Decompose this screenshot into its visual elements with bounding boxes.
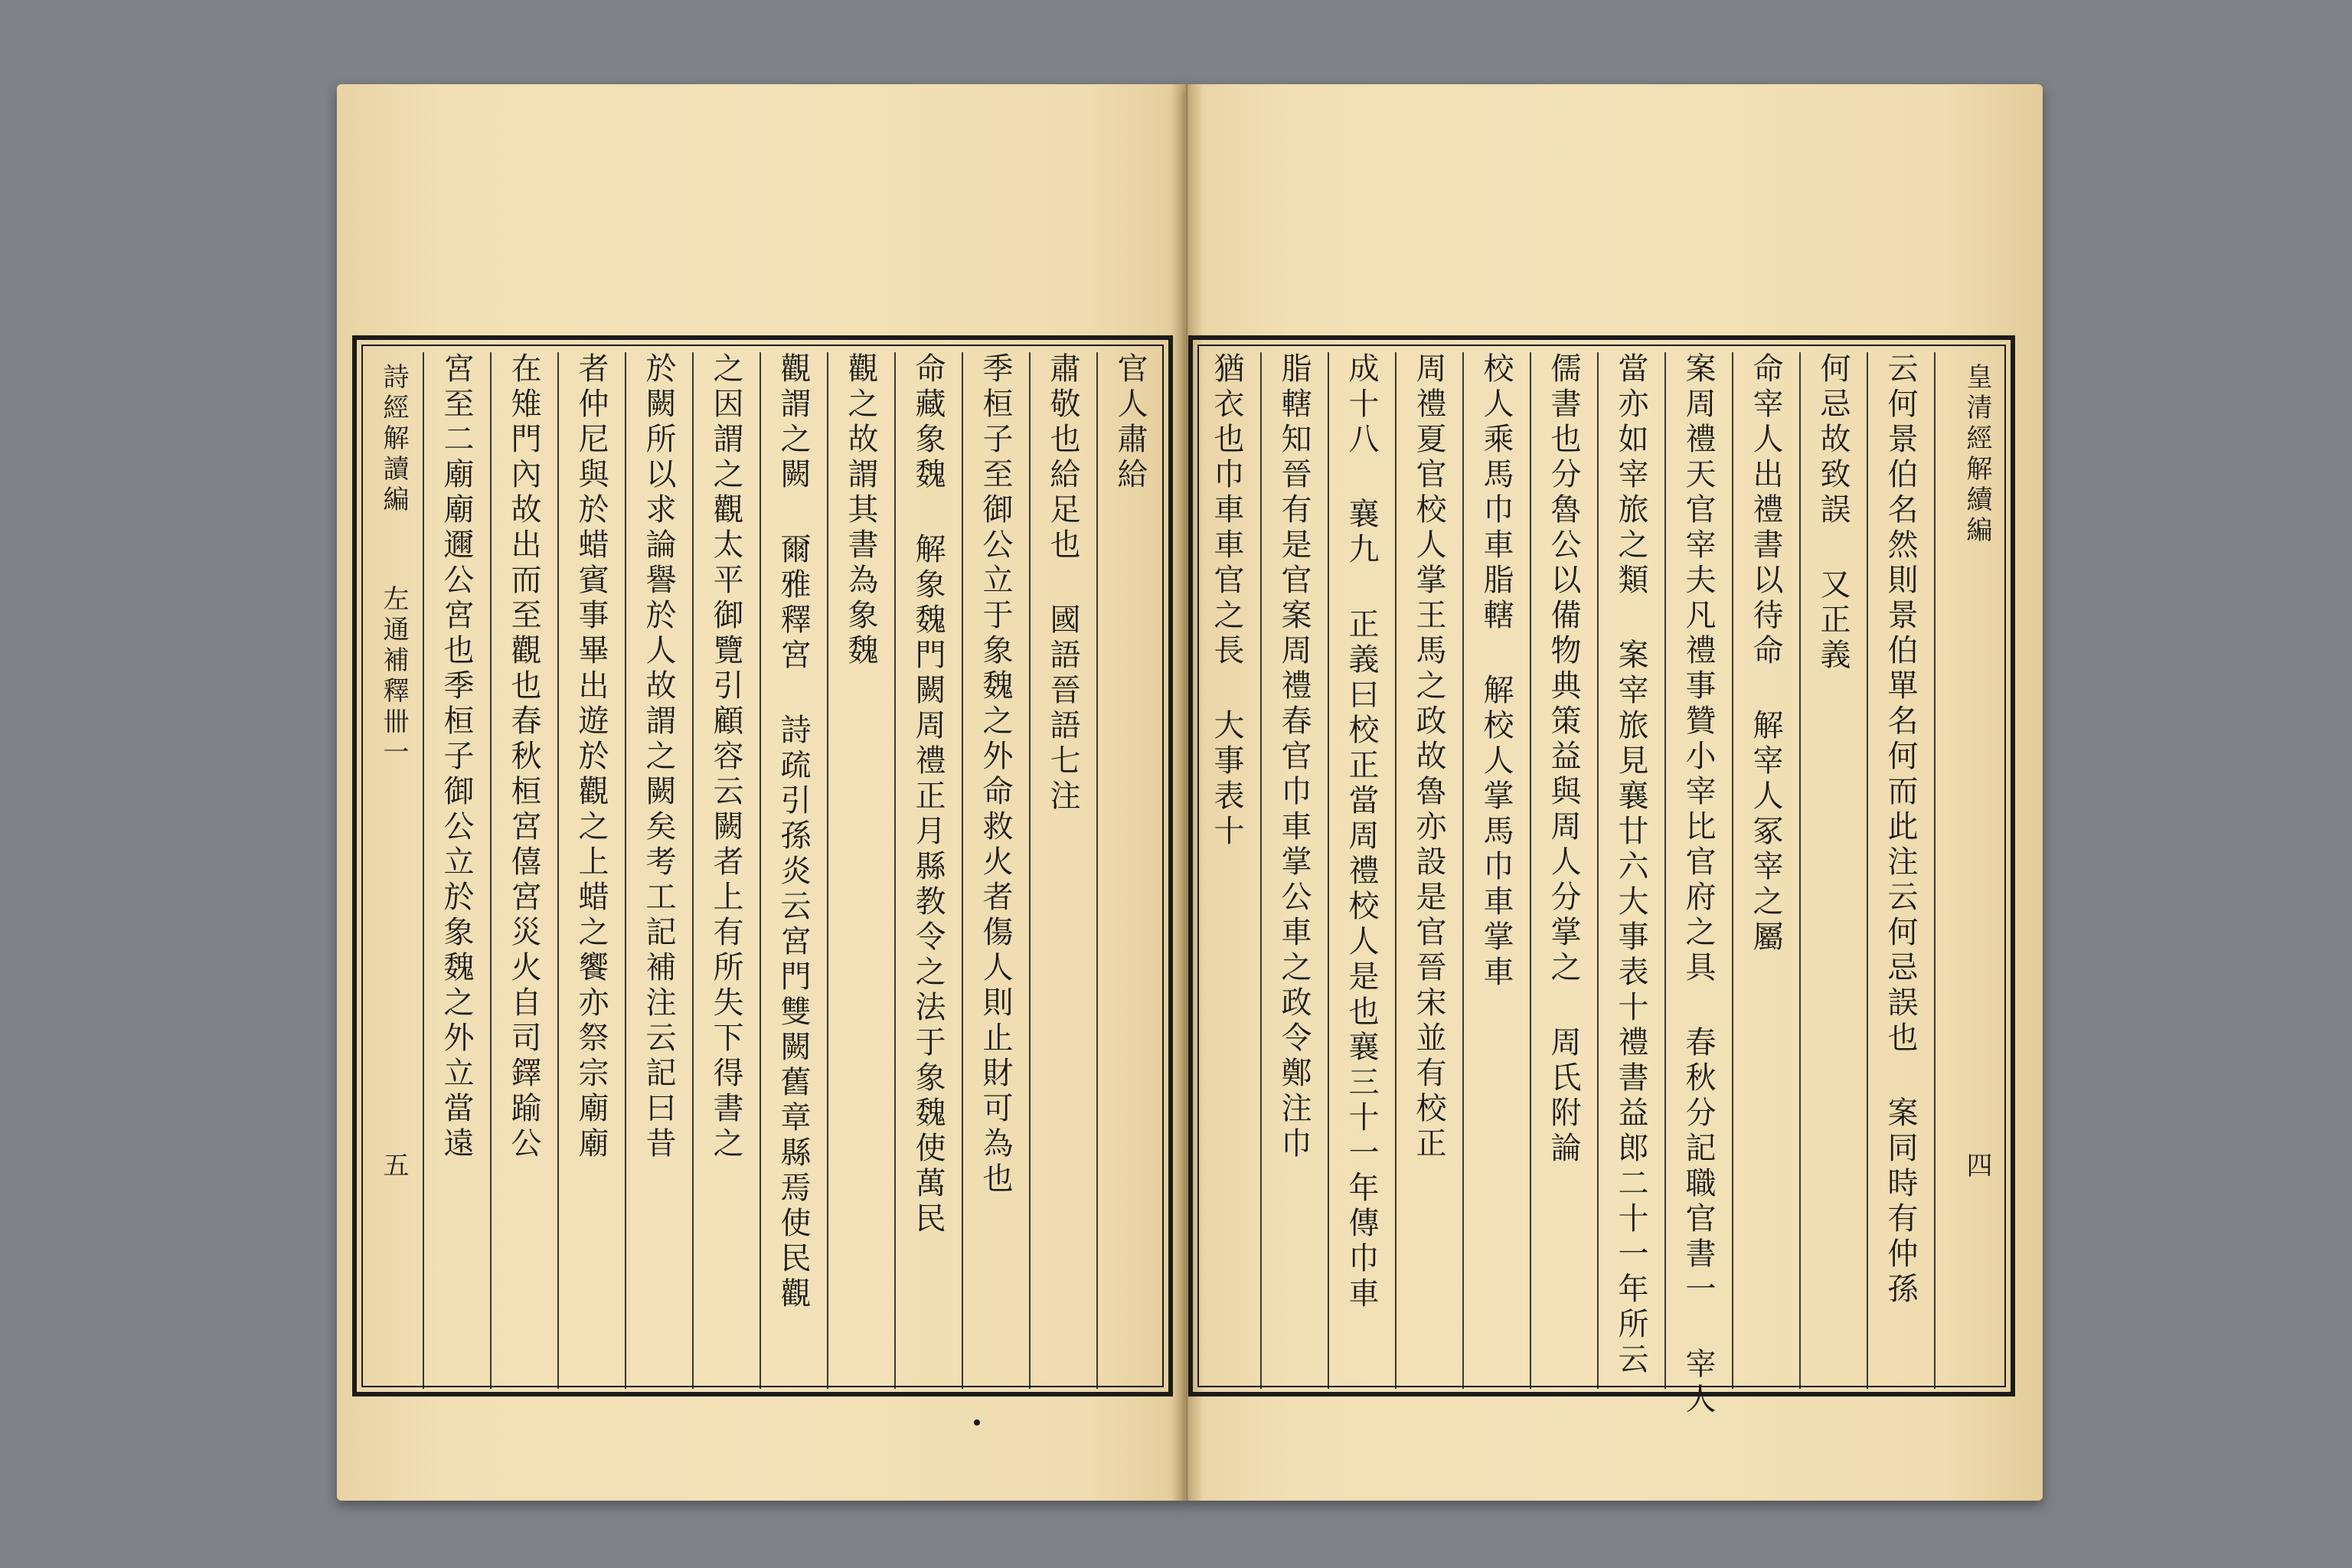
text-column: 脂轄知晉有是官案周禮春官巾車掌公車之政令鄭注巾 [1276, 352, 1312, 1162]
page-number: 四 [1962, 1152, 1992, 1182]
text-column: 者仲尼與於蜡賓事畢出遊於觀之上蜡之饗亦祭宗廟廟 [573, 352, 609, 1162]
right-text-frame [1188, 335, 2015, 1418]
text-column: 校人乘馬巾車脂轄 解校人掌馬巾車掌車 [1478, 352, 1514, 991]
left-text-frame [352, 335, 1173, 1396]
text-column: 肅敬也給足也 國語晉語七注 [1045, 352, 1080, 815]
text-column: 何忌故致誤 又正義 [1815, 352, 1851, 674]
book-title: 皇清經解續編 [1962, 363, 1992, 547]
text-column: 觀謂之闕 爾雅釋宮 詩疏引孫炎云宮門雙闕舊章縣焉使民觀 [776, 352, 811, 1312]
ink-dot [974, 1419, 980, 1426]
text-column: 成十八 襄九 正義曰校正當周禮校人是也襄三十一年傳巾車 [1344, 352, 1379, 1312]
text-column: 猶衣也巾車車官之長 大事表十 [1209, 352, 1244, 850]
text-column: 命藏象魏 解象魏門闕周禮正月縣教令之法于象魏使萬民 [910, 352, 946, 1237]
text-column: 官人肅給 [1112, 352, 1148, 493]
text-column: 季桓子至御公立于象魏之外命救火者傷人則止財可為也 [978, 352, 1013, 1197]
page-number: 五 [378, 1152, 409, 1182]
text-column: 在雉門內故出而至觀也春秋桓宮僖宮災火自司鐸踰公 [506, 352, 541, 1162]
section-label: 左通補釋卌一 [378, 585, 409, 769]
text-column: 之因謂之觀太平御覽引顧容云闕者上有所失下得書之 [708, 352, 743, 1162]
text-column: 於闕所以求論譽於人故謂之闕矣考工記補注云記曰昔 [641, 352, 676, 1162]
text-column: 宮至二廟廟邇公宮也季桓子御公立於象魏之外立當遠 [439, 352, 474, 1162]
text-column: 云何景伯名然則景伯單名何而此注云何忌誤也 案同時有仲孫 [1883, 352, 1918, 1308]
text-column: 命宰人出禮書以待命 解宰人冢宰之屬 [1748, 352, 1783, 956]
text-column: 當亦如宰旅之類 案宰旅見襄廿六大事表十禮書益郎二十一年所云 [1613, 352, 1648, 1378]
text-column: 觀之故謂其書為象魏 [843, 352, 878, 669]
text-column: 周禮夏官校人掌王馬之政故魯亦設是官晉宋並有校正 [1411, 352, 1446, 1162]
text-column: 儒書也分魯公以備物典策益與周人分掌之 周氏附論 [1546, 352, 1581, 1167]
open-book [337, 84, 2043, 1524]
book-title: 詩經解讀編 [378, 363, 409, 516]
text-column: 案周禮天官宰夫凡禮事贊小宰比官府之具 春秋分記職官書一 宰人 [1681, 352, 1716, 1418]
